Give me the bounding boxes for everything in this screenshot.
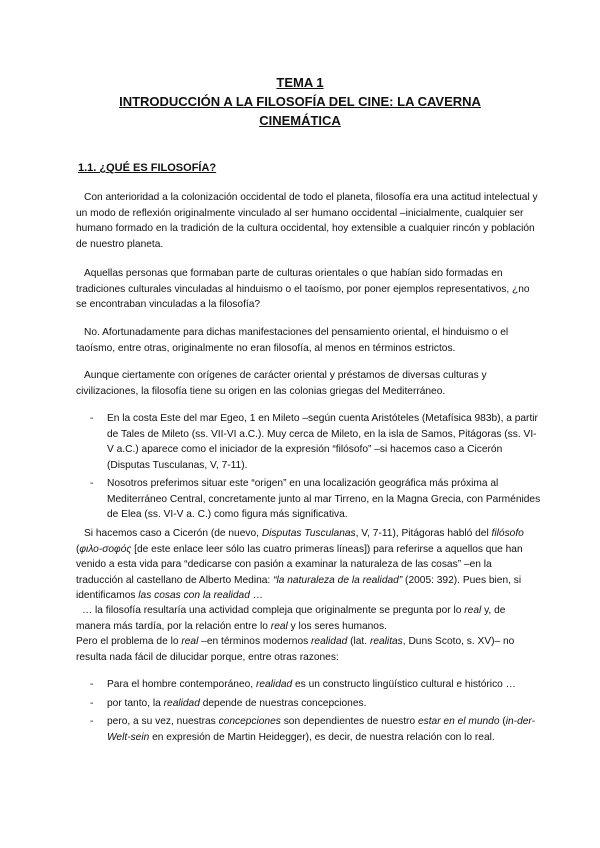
bullet-dash: - xyxy=(90,478,94,489)
paragraph-6: … la filosofía resultaría una actividad compleja que originalmente se pregunta por lo real y, de manera más tardía, por la relación entre lo real y los seres humanos. xyxy=(76,605,506,632)
bullet-dash: - xyxy=(90,413,94,424)
list-item xyxy=(90,411,542,473)
bullet-list-reality xyxy=(90,677,542,748)
bullet-dash: - xyxy=(90,697,94,709)
list-item: - Para el hombre contemporáneo, realidad es un constructo lingüístico cultural e histórico … xyxy=(107,677,542,693)
doc-title-line1: TEMA 1 xyxy=(276,75,324,90)
paragraph-1: Con anterioridad a la colonización occidental de todo el planeta, filosofía era una actitud intelectual y un modo de reflexión originalmente vinculado al ser humano occidental –inicialmente, cualquier ser humano formado en la tradición de la cultura occidental, hoy extensible a cualquier rincón y población de nuestro planeta. xyxy=(76,192,538,250)
paragraph-3: No. Afortunadamente para dichas manifestaciones del pensamiento oriental, el hinduismo o el taoísmo, entre otras, originalmente no eran filosofía, al menos en términos estrictos. xyxy=(76,327,509,354)
paragraph-5: Si hacemos caso a Cicerón (de nuevo, Disputas Tusculanas, V, 7-11), Pitágoras habló del filósofo (φιλο-σοφός [de este enlace leer sólo las cuatro primeras líneas]) para referirse a aquellos que han venido a esta vida para “dedicarse con pasión a examinar la naturaleza de las cosas” –en la traducción al castellano de Alberto Medina: “la naturaleza de la realidad” (2005: 392). Pues bien, si identificamos las cosas con la realidad … xyxy=(76,528,524,601)
paragraph-2: Aquellas personas que formaban parte de culturas orientales o que habían sido formadas en tradiciones culturales vinculadas al hinduismo o el taoísmo, por poner ejemplos representativos, ¿no se encontraban vinculadas a la filosofía? xyxy=(76,268,530,310)
list-item-text: Nosotros preferimos situar este “origen” en una localización geográfica más próxima al Mediterráneo Central, concretamente junto al mar Tirreno, en la Magna Grecia, con Parménides de Elea (ss. VI-V a. C.) como figura más significativa. xyxy=(107,478,541,520)
doc-title-line2: INTRODUCCIÓN A LA FILOSOFÍA DEL CINE: LA CAVERNA xyxy=(119,94,481,109)
list-item xyxy=(90,476,542,523)
section-heading: 1.1. ¿QUÉ ES FILOSOFÍA? xyxy=(78,162,217,174)
bullet-dash: - xyxy=(90,679,94,690)
bullet-list-origins xyxy=(90,411,542,526)
list-item-text: En la costa Este del mar Egeo, 1 en Mileto –según cuenta Aristóteles (Metafísica 983b), a partir de Tales de Mileto (ss. VII-VI a.C.). Muy cerca de Mileto, en la isla de Samos, Pitágoras (ss. VI-V a.C.) aparece como el iniciador de la expresión “filósofo” –si hacemos caso a Cicerón (Disputas Tusculanas, V, 7-11). xyxy=(107,413,538,471)
list-item: - pero, a su vez, nuestras concepciones son dependientes de nuestro estar en el mundo (in-der-Welt-sein en expresión de Martin Heidegger), es decir, de nuestra relación con lo real. xyxy=(90,716,536,743)
list-item: - por tanto, la realidad depende de nuestras concepciones. xyxy=(107,696,542,712)
paragraph-4: Aunque ciertamente con orígenes de carácter oriental y préstamos de diversas culturas y civilizaciones, la filosofía tiene su origen en las colonias griegas del Mediterráneo. xyxy=(76,370,487,397)
bullet-dash: - xyxy=(90,716,94,727)
paragraph-7: Pero el problema de lo real –en términos modernos realidad (lat. realitas, Duns Scoto, s. XV)– no resulta nada fácil de dilucidar porque, entre otras razones: xyxy=(76,636,515,663)
doc-title-line3: CINEMÁTICA xyxy=(259,113,341,128)
